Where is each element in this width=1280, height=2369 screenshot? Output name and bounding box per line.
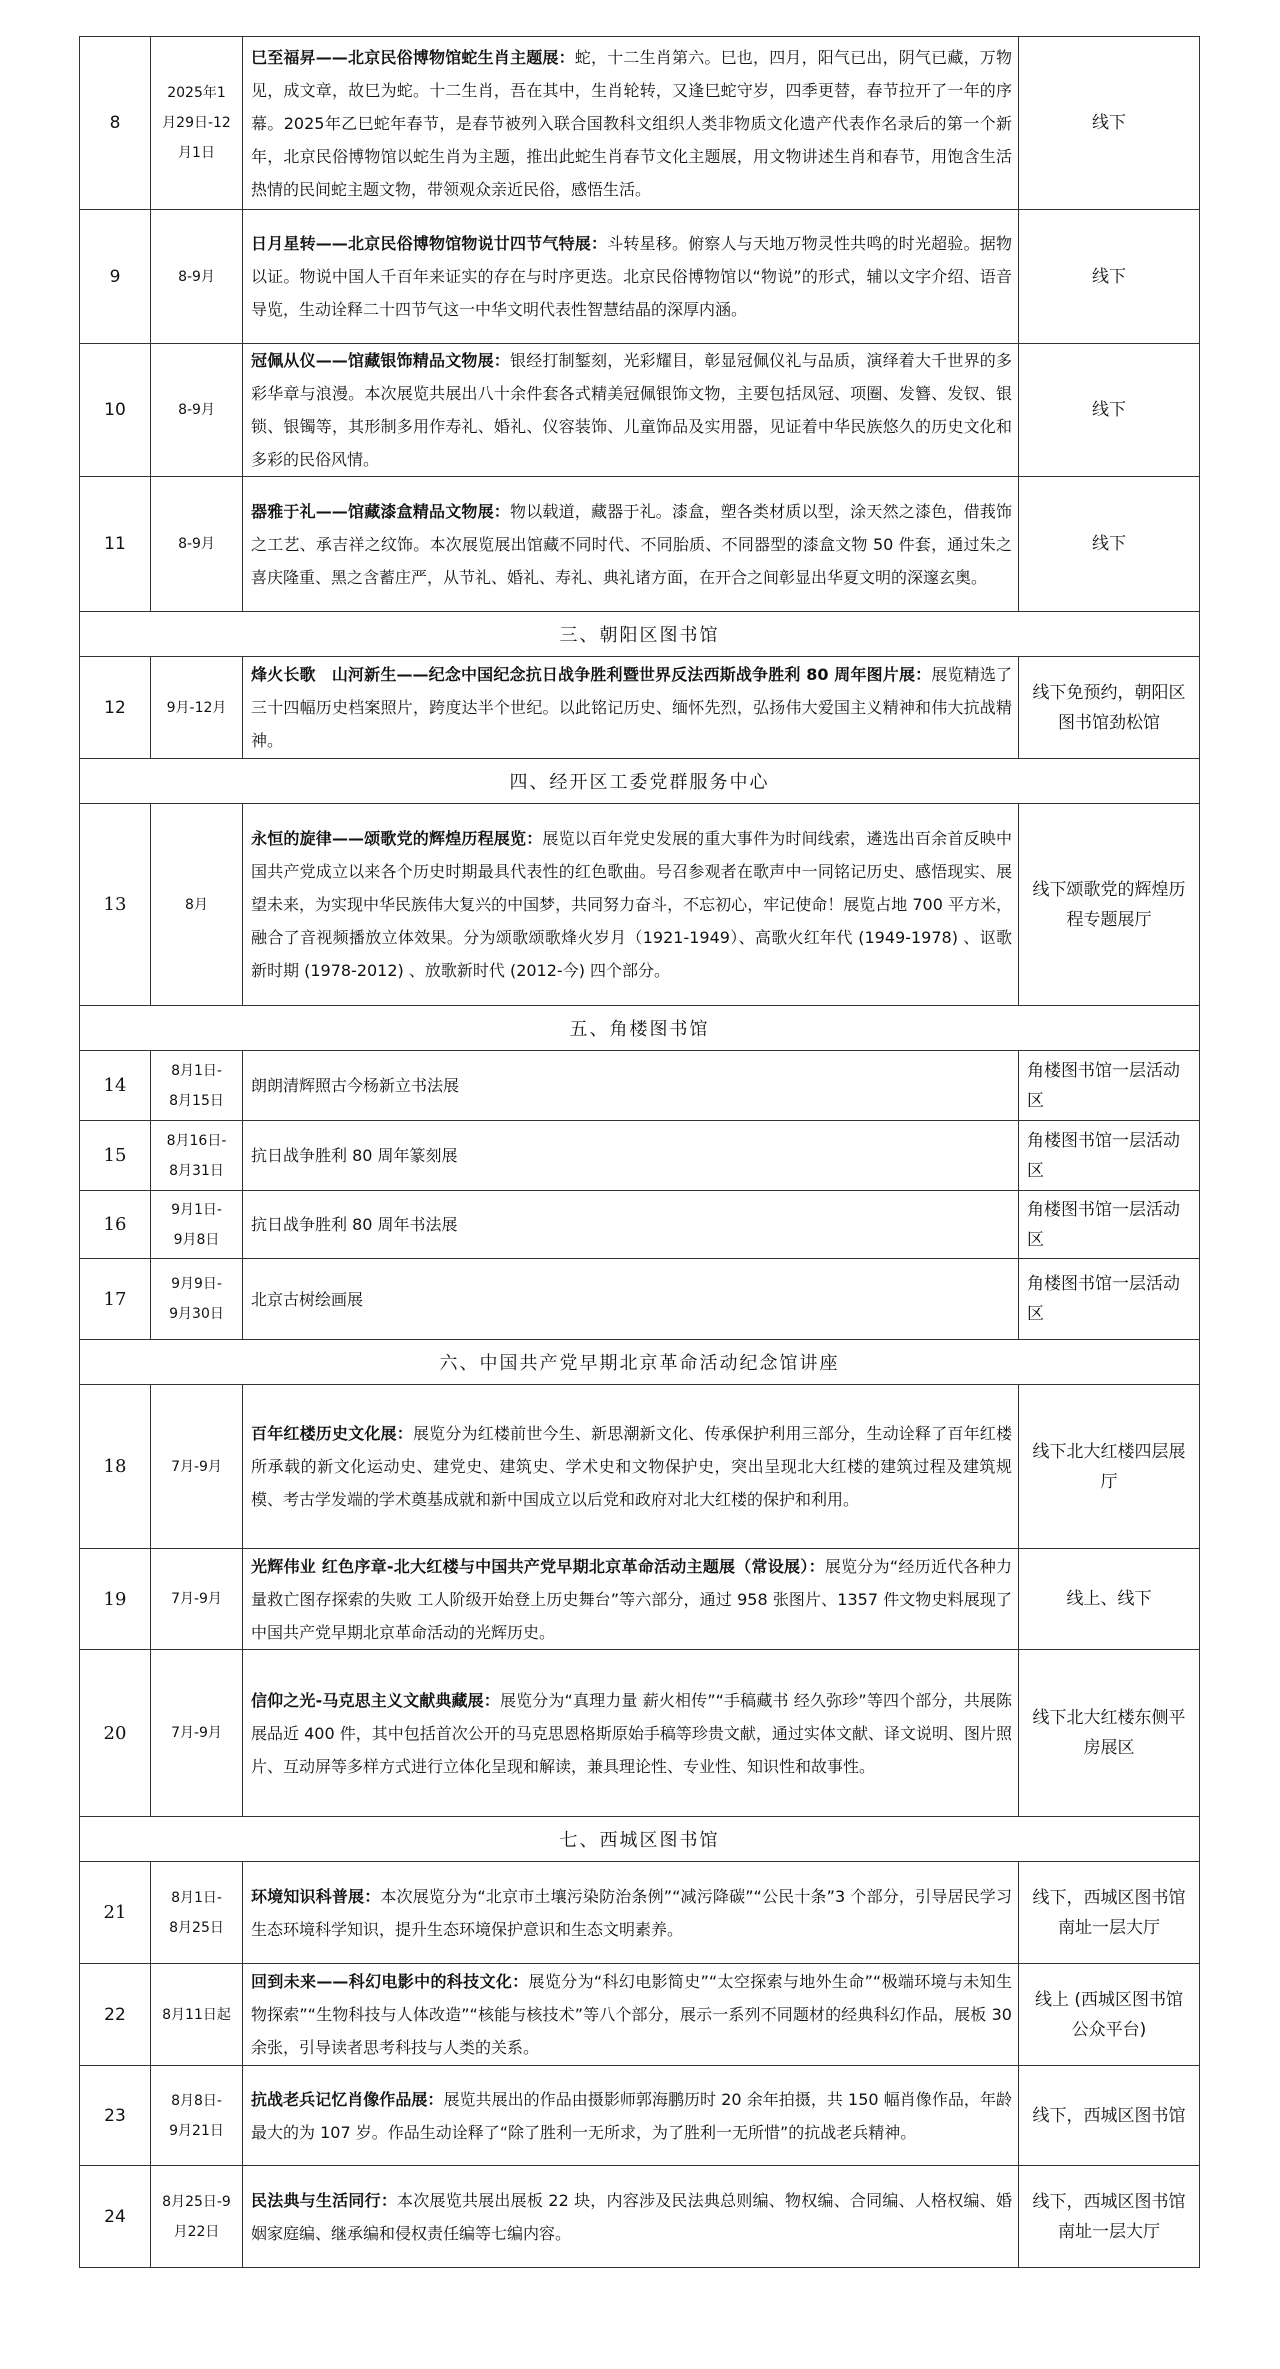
exhibition-description bbox=[243, 344, 1019, 477]
exhibition-body: 展览分为“科幻电影简史”“太空探索与地外生命”“极端环境与未知生物探索”“生物科技与人体改造”“核能与核技术”等八个部分，展示一系列不同题材的经典科幻作品，展板 30 余张，引导读者思考科技与人类的关系。 bbox=[251, 1972, 1012, 2057]
section-title: 七、西城区图书馆 bbox=[80, 1817, 1200, 1862]
exhibition-title: 冠佩从仪——馆藏银饰精品文物展： bbox=[251, 351, 510, 370]
venue-text: 线下北大红楼四层展厅 bbox=[1032, 1441, 1186, 1492]
row-number: 20 bbox=[80, 1650, 151, 1817]
date-line: 9月30日 bbox=[169, 1306, 224, 1322]
date-line: 8月11日起 bbox=[162, 2006, 231, 2023]
exhibition-date bbox=[151, 1964, 243, 2066]
exhibition-description bbox=[243, 1964, 1019, 2066]
venue-text: 角楼图书馆一层活动区 bbox=[1027, 1060, 1180, 1111]
exhibition-body: 蛇，十二生肖第六。巳也，四月，阳气已出，阴气已藏，万物见，成文章，故巳为蛇。十二生肖，吾在其中，生肖轮转，又逢巳蛇守岁，四季更替，春节拉开了一年的序幕。2025年乙巳蛇年春节，是春节被列入联合国教科文组织人类非物质文化遗产代表作名录后的第一个新年，北京民俗博物馆以蛇生肖为主题，推出此蛇生肖春节文化主题展，用文物讲述生肖和春节，用饱含生活热情的民间蛇主题文物，带领观众亲近民俗，感悟生活。 bbox=[251, 47, 1012, 199]
date-line: 8-9月 bbox=[178, 268, 215, 285]
exhibition-venue bbox=[1019, 210, 1200, 344]
exhibition-venue bbox=[1019, 804, 1200, 1006]
venue-text: 线下，西城区图书馆南址一层大厅 bbox=[1032, 2191, 1186, 2242]
exhibition-venue bbox=[1019, 1191, 1200, 1259]
row-number: 10 bbox=[80, 344, 151, 477]
exhibition-description bbox=[243, 2066, 1019, 2166]
exhibition-description bbox=[243, 1121, 1019, 1191]
exhibition-body: 本次展览共展出展板 22 块，内容涉及民法典总则编、物权编、合同编、人格权编、婚姻家庭编、继承编和侵权责任编等七编内容。 bbox=[251, 2190, 1012, 2243]
venue-text: 线下北大红楼东侧平房展区 bbox=[1032, 1708, 1186, 1758]
exhibition-body: 展览分为红楼前世今生、新思潮新文化、传承保护利用三部分，生动诠释了百年红楼所承载的新文化运动史、建党史、建筑史、学术史和文物保护史，突出呈现北大红楼的建筑过程及建筑规模、考古学发端的学术奠基成就和新中国成立以后党和政府对北大红楼的保护和利用。 bbox=[251, 1424, 1012, 1509]
table-row bbox=[80, 1259, 1200, 1340]
exhibition-body: 展览以百年党史发展的重大事件为时间线索，遴选出百余首反映中国共产党成立以来各个历史时期最具代表性的红色歌曲。号召参观者在歌声中一同铭记历史、感悟现实、展望未来，为实现中华民族伟大复兴的中国梦，共同努力奋斗，不忘初心，牢记使命！展览占地 700 平方米，融合了音视频播放立体效果。分为颂歌颂歌烽火岁月（1921-1949）、高歌火红年代 (1949-1978) 、讴歌新时期 (1978-2012) 、放歌新时代 (2012-今) 四个部分。 bbox=[251, 829, 1012, 980]
exhibition-date bbox=[151, 1650, 243, 1817]
exhibition-title: 回到未来——科幻电影中的科技文化： bbox=[251, 1972, 529, 1991]
venue-text: 线上 (西城区图书馆公众平台) bbox=[1034, 1989, 1184, 2040]
section-title: 五、角楼图书馆 bbox=[80, 1006, 1200, 1051]
exhibition-title: 日月星转——北京民俗博物馆物说廿四节气特展： bbox=[251, 234, 608, 253]
date-line: 8-9月 bbox=[178, 402, 215, 418]
table-row bbox=[80, 210, 1200, 344]
exhibition-venue bbox=[1019, 1964, 1200, 2066]
venue-text: 线下 bbox=[1092, 534, 1126, 554]
table-row bbox=[80, 657, 1200, 759]
row-number: 19 bbox=[80, 1549, 151, 1650]
exhibition-title: 民法典与生活同行： bbox=[251, 2190, 398, 2210]
exhibition-title: 永恒的旋律——颂歌党的辉煌历程展览： bbox=[251, 829, 543, 848]
date-line: 8月1日- bbox=[171, 1062, 222, 1079]
venue-text: 线下，西城区图书馆 bbox=[1032, 2105, 1186, 2126]
exhibition-venue bbox=[1019, 37, 1200, 210]
exhibition-date bbox=[151, 1549, 243, 1650]
exhibition-date bbox=[151, 2066, 243, 2166]
venue-text: 线下，西城区图书馆南址一层大厅 bbox=[1032, 1887, 1186, 1938]
exhibition-date bbox=[151, 804, 243, 1006]
exhibition-body: 斗转星移。俯察人与天地万物灵性共鸣的时光超验。据物以证。物说中国人千百年来证实的存在与时序更迭。北京民俗博物馆以“物说”的形式，辅以文字介绍、语音导览，生动诠释二十四节气这一中华文明代表性智慧结晶的深厚内涵。 bbox=[251, 234, 1012, 319]
exhibition-venue bbox=[1019, 1549, 1200, 1650]
table-row bbox=[80, 1191, 1200, 1259]
table-row bbox=[80, 1650, 1200, 1817]
exhibition-venue bbox=[1019, 1259, 1200, 1340]
exhibition-title: 信仰之光-马克思主义文献典藏展： bbox=[251, 1690, 500, 1710]
exhibition-date bbox=[151, 657, 243, 759]
date-line: 9月21日 bbox=[169, 2122, 224, 2139]
table-row bbox=[80, 1121, 1200, 1191]
venue-text: 线下免预约，朝阳区图书馆劲松馆 bbox=[1032, 682, 1186, 733]
exhibition-body: 展览分为“真理力量 薪火相传”“手稿藏书 经久弥珍”等四个部分，共展陈展品近 400 件，其中包括首次公开的马克思恩格斯原始手稿等珍贵文献，通过实体文献、译文说明、图片照片、互动屏等多样方式进行立体化呈现和解读，兼具理论性、专业性、知识性和故事性。 bbox=[251, 1690, 1012, 1776]
exhibition-venue bbox=[1019, 1385, 1200, 1549]
date-line: 2025年1 bbox=[167, 85, 226, 101]
exhibition-date bbox=[151, 477, 243, 612]
row-number: 11 bbox=[80, 477, 151, 612]
date-line: 月1日 bbox=[178, 145, 215, 161]
date-line: 9月-12月 bbox=[166, 699, 227, 716]
exhibition-description bbox=[243, 1191, 1019, 1259]
section-title: 四、经开区工委党群服务中心 bbox=[80, 759, 1200, 804]
row-number: 16 bbox=[80, 1191, 151, 1259]
section-title: 三、朝阳区图书馆 bbox=[80, 612, 1200, 657]
date-line: 7月-9月 bbox=[171, 1725, 222, 1741]
exhibition-venue bbox=[1019, 1051, 1200, 1121]
exhibition-date bbox=[151, 1385, 243, 1549]
exhibition-body: 展览共展出的作品由摄影师郭海鹏历时 20 余年拍摄，共 150 幅肖像作品，年龄最大的为 107 岁。作品生动诠释了“除了胜利一无所求，为了胜利一无所惜”的抗战老兵精神。 bbox=[251, 2089, 1012, 2142]
row-number: 8 bbox=[80, 37, 151, 210]
table-row bbox=[80, 1385, 1200, 1549]
exhibition-venue bbox=[1019, 1121, 1200, 1191]
section-title: 六、中国共产党早期北京革命活动纪念馆讲座 bbox=[80, 1340, 1200, 1385]
row-number: 21 bbox=[80, 1862, 151, 1964]
row-number: 24 bbox=[80, 2166, 151, 2268]
table-row bbox=[80, 1964, 1200, 2066]
exhibition-title: 器雅于礼——馆藏漆盒精品文物展： bbox=[251, 501, 510, 521]
exhibition-title: 巳至福昇——北京民俗博物馆蛇生肖主题展： bbox=[251, 47, 575, 67]
row-number: 12 bbox=[80, 657, 151, 759]
venue-text: 线下 bbox=[1092, 266, 1126, 287]
table-row bbox=[80, 1549, 1200, 1650]
date-line: 8-9月 bbox=[178, 536, 215, 552]
exhibition-date bbox=[151, 344, 243, 477]
exhibition-table bbox=[79, 36, 1200, 2268]
venue-text: 角楼图书馆一层活动区 bbox=[1027, 1199, 1180, 1250]
table-row bbox=[80, 344, 1200, 477]
section-header-row bbox=[80, 759, 1200, 804]
table-row bbox=[80, 804, 1200, 1006]
exhibition-description bbox=[243, 210, 1019, 344]
date-line: 8月25日-9 bbox=[162, 2193, 231, 2210]
table-row bbox=[80, 2066, 1200, 2166]
section-header-row bbox=[80, 1006, 1200, 1051]
row-number: 23 bbox=[80, 2066, 151, 2166]
date-line: 月29日-12 bbox=[162, 115, 231, 131]
exhibition-body: 展览分为“经历近代各种力量救亡图存探索的失败 工人阶级开始登上历史舞台”等六部分，通过 958 张图片、1357 件文物史料展现了中国共产党早期北京革命活动的光辉历史。 bbox=[251, 1556, 1012, 1642]
date-line: 8月16日- bbox=[166, 1132, 227, 1149]
table-row bbox=[80, 1051, 1200, 1121]
exhibition-description bbox=[243, 1650, 1019, 1817]
section-header-row bbox=[80, 612, 1200, 657]
exhibition-venue bbox=[1019, 657, 1200, 759]
exhibition-date bbox=[151, 1121, 243, 1191]
date-line: 8月 bbox=[185, 896, 208, 913]
exhibition-body: 抗日战争胜利 80 周年篆刻展 bbox=[251, 1146, 458, 1165]
exhibition-date bbox=[151, 1862, 243, 1964]
exhibition-body: 本次展览分为“北京市土壤污染防治条例”“减污降碳”“公民十条”3 个部分，引导居民学习生态环境科学知识，提升生态环境保护意识和生态文明素养。 bbox=[251, 1886, 1012, 1939]
table-row bbox=[80, 2166, 1200, 2268]
venue-text: 角楼图书馆一层活动区 bbox=[1027, 1130, 1180, 1181]
exhibition-date bbox=[151, 210, 243, 344]
exhibition-venue bbox=[1019, 344, 1200, 477]
table-row bbox=[80, 37, 1200, 210]
exhibition-title: 抗战老兵记忆肖像作品展： bbox=[251, 2089, 444, 2109]
exhibition-venue bbox=[1019, 1862, 1200, 1964]
exhibition-venue bbox=[1019, 477, 1200, 612]
exhibition-description bbox=[243, 477, 1019, 612]
row-number: 14 bbox=[80, 1051, 151, 1121]
row-number: 13 bbox=[80, 804, 151, 1006]
exhibition-body: 银经打制錾刻，光彩耀目，彰显冠佩仪礼与品质，演绎着大千世界的多彩华章与浪漫。本次展览共展出八十余件套各式精美冠佩银饰文物，主要包括凤冠、项圈、发簪、发钗、银锁、银镯等，其形制多用作寿礼、婚礼、仪容装饰、儿童饰品及实用器，见证着中华民族悠久的历史文化和多彩的民俗风情。 bbox=[251, 351, 1012, 469]
venue-text: 线上、线下 bbox=[1066, 1589, 1152, 1609]
date-line: 7月-9月 bbox=[171, 1591, 222, 1607]
exhibition-body: 抗日战争胜利 80 周年书法展 bbox=[251, 1215, 458, 1234]
venue-text: 线下颂歌党的辉煌历程专题展厅 bbox=[1032, 879, 1186, 930]
exhibition-title: 烽火长歌 山河新生——纪念中国纪念抗日战争胜利暨世界反法西斯战争胜利 80 周年图片展： bbox=[251, 665, 932, 684]
exhibition-venue bbox=[1019, 2066, 1200, 2166]
exhibition-date bbox=[151, 1051, 243, 1121]
exhibition-description bbox=[243, 1549, 1019, 1650]
row-number: 9 bbox=[80, 210, 151, 344]
exhibition-venue bbox=[1019, 1650, 1200, 1817]
venue-text: 线下 bbox=[1092, 113, 1126, 133]
exhibition-title: 百年红楼历史文化展： bbox=[251, 1424, 413, 1443]
exhibition-body: 朗朗清辉照古今杨新立书法展 bbox=[251, 1076, 460, 1095]
table-row bbox=[80, 1862, 1200, 1964]
date-line: 8月31日 bbox=[169, 1162, 224, 1179]
exhibition-venue bbox=[1019, 2166, 1200, 2268]
row-number: 18 bbox=[80, 1385, 151, 1549]
row-number: 17 bbox=[80, 1259, 151, 1340]
exhibition-title: 环境知识科普展： bbox=[251, 1886, 381, 1906]
exhibition-date bbox=[151, 1191, 243, 1259]
exhibition-date bbox=[151, 1259, 243, 1340]
table-row bbox=[80, 477, 1200, 612]
exhibition-date bbox=[151, 37, 243, 210]
date-line: 月22日 bbox=[173, 2223, 220, 2240]
date-line: 8月8日- bbox=[171, 2092, 222, 2109]
date-line: 8月15日 bbox=[169, 1092, 224, 1109]
row-number: 22 bbox=[80, 1964, 151, 2066]
exhibition-body: 展览精选了三十四幅历史档案照片，跨度达半个世纪。以此铭记历史、缅怀先烈，弘扬伟大爱国主义精神和伟大抗战精神。 bbox=[251, 665, 1012, 750]
exhibition-body: 物以载道，藏器于礼。漆盒，塑各类材质以型，涂天然之漆色，借莪饰之工艺、承吉祥之纹饰。本次展览展出馆藏不同时代、不同胎质、不同器型的漆盒文物 50 件套，通过朱之喜庆隆重、黑之含蓄庄严，从节礼、婚礼、寿礼、典礼诸方面，在开合之间彰显出华夏文明的深邃玄奥。 bbox=[251, 501, 1012, 587]
row-number: 15 bbox=[80, 1121, 151, 1191]
exhibition-description bbox=[243, 1385, 1019, 1549]
date-line: 7月-9月 bbox=[171, 1458, 222, 1475]
exhibition-body: 北京古树绘画展 bbox=[251, 1289, 364, 1309]
section-header-row bbox=[80, 1817, 1200, 1862]
exhibition-date bbox=[151, 2166, 243, 2268]
date-line: 8月1日- bbox=[171, 1889, 222, 1906]
exhibition-description bbox=[243, 657, 1019, 759]
venue-text: 线下 bbox=[1092, 400, 1126, 420]
date-line: 9月9日- bbox=[171, 1276, 222, 1292]
section-header-row bbox=[80, 1340, 1200, 1385]
venue-text: 角楼图书馆一层活动区 bbox=[1027, 1274, 1180, 1324]
exhibition-description bbox=[243, 1259, 1019, 1340]
exhibition-description bbox=[243, 1862, 1019, 1964]
exhibition-description bbox=[243, 37, 1019, 210]
exhibition-description bbox=[243, 2166, 1019, 2268]
date-line: 9月8日 bbox=[173, 1231, 220, 1248]
exhibition-description bbox=[243, 804, 1019, 1006]
date-line: 8月25日 bbox=[169, 1919, 224, 1936]
exhibition-title: 光辉伟业 红色序章-北大红楼与中国共产党早期北京革命活动主题展（常设展）： bbox=[251, 1556, 825, 1576]
date-line: 9月1日- bbox=[171, 1201, 222, 1218]
exhibition-description bbox=[243, 1051, 1019, 1121]
